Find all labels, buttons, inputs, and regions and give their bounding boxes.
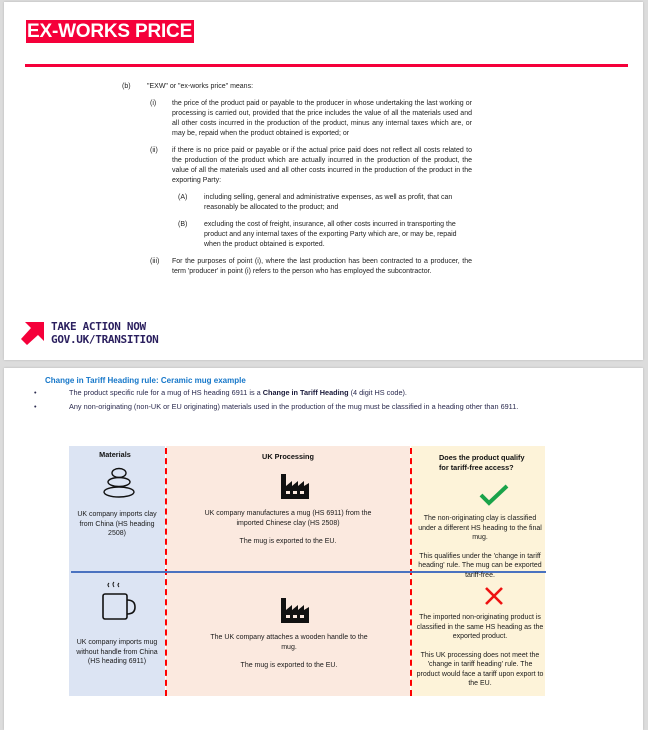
clause-text: if there is no price paid or payable or if the actual price paid does not reflect all costs related to the production of the product which are actually incurred in the production of the product, the value of all the materials used and all other costs incurred in the production of the product in the exporting Party:	[172, 147, 472, 184]
slide-ceramic-mug-example[interactable]	[4, 368, 643, 730]
processing-description: UK company manufactures a mug (HS 6911) from the imported Chinese clay (HS 2508)	[204, 510, 372, 527]
processing-text	[199, 509, 377, 547]
bullet-item	[30, 389, 550, 396]
check-icon	[479, 484, 509, 506]
bullet-text: (4 digit HS code).	[348, 388, 407, 397]
slide-ex-works-price[interactable]	[4, 2, 643, 360]
bullet-bold-text: Change in Tariff Heading	[262, 388, 349, 397]
processing-description: The UK company attaches a wooden handle to the mug.	[210, 634, 368, 651]
processing-text	[209, 633, 369, 671]
bullet-text: Any non-originating (non-UK or EU originating) materials used in the production of the mug must be classified in a heading other than 6911.	[69, 402, 519, 411]
clause-text: excluding the cost of freight, insurance, all other costs incurred in transporting the product and any internal taxes of the exporting Party which are, or may be, repaid when the product obtained is exported.	[204, 221, 457, 248]
clause-text: "EXW" or "ex-works price" means:	[147, 83, 254, 90]
legal-clause	[122, 146, 472, 186]
clause-number: (i)	[150, 100, 157, 107]
clause-number: (iii)	[150, 258, 160, 265]
header-materials: Materials	[99, 450, 131, 459]
result-text	[415, 514, 545, 580]
result-explanation: The imported non-originating product is classified in the same HS heading as the exported product.	[416, 614, 544, 640]
arrow-up-right-icon	[21, 321, 45, 345]
legal-clause	[122, 220, 472, 250]
clause-text: the price of the product paid or payable to the producer in whose undertaking the last working or processing is carried out, provided that the price includes the value of all the materials used and all other costs incurred in the production of the product, minus any internal taxes which are, or may be, repaid when the product obtained is exported; or	[172, 100, 472, 137]
cross-icon	[484, 586, 504, 606]
result-conclusion: This UK processing does not meet the 'change in tariff heading' rule. The product would face a tariff upon export to the EU.	[416, 651, 544, 687]
clause-text: For the purposes of point (i), where the last production has been contracted to a producer, the term 'producer' in point (i) refers to the person who has employed the subcontractor.	[172, 258, 472, 275]
legal-clause	[122, 82, 472, 92]
slide-title: EX-WORKS PRICE	[27, 21, 193, 42]
header-qualify: Does the product qualify for tariff-free access?	[439, 453, 525, 472]
legal-definition	[122, 82, 472, 284]
clause-text: including selling, general and administrative expenses, as well as profit, that can reasonably be allocated to the product; and	[204, 194, 453, 211]
legal-clause	[122, 99, 472, 139]
result-explanation: The non-originating clay is classified under a different HS heading to the final mug.	[418, 515, 542, 541]
mug-icon	[101, 581, 137, 625]
material-text: UK company imports mug without handle from China (HS heading 6911)	[76, 639, 158, 665]
brand-line-2: GOV.UK/TRANSITION	[51, 333, 159, 346]
legal-clause	[122, 257, 472, 277]
bullet-dot: •	[34, 402, 37, 411]
result-conclusion: This qualifies under the 'change in tariff heading' rule. The mug can be exported tariff-free.	[418, 552, 542, 579]
clause-number: (ii)	[150, 147, 158, 154]
slide-heading: Change in Tariff Heading rule: Ceramic mug example	[45, 376, 246, 385]
brand-line-1: TAKE ACTION NOW	[51, 320, 146, 333]
material-text: UK company imports clay from China (HS heading 2508)	[77, 511, 157, 537]
brand-text	[51, 320, 158, 346]
bullet-text: The product specific rule for a mug of HS heading 6911 is a	[69, 388, 263, 397]
factory-icon	[280, 596, 310, 624]
header-processing: UK Processing	[262, 452, 314, 461]
bullet-dot: •	[34, 388, 37, 397]
processing-export-note: The mug is exported to the EU.	[239, 538, 337, 545]
comparison-table	[69, 446, 545, 696]
take-action-logo	[21, 320, 158, 346]
bullet-list	[30, 389, 550, 417]
clause-number: (A)	[178, 194, 188, 201]
result-text	[415, 613, 545, 689]
factory-icon	[280, 472, 310, 500]
clause-number: (B)	[178, 221, 188, 228]
processing-export-note: The mug is exported to the EU.	[240, 662, 338, 669]
clay-stones-icon	[102, 467, 136, 499]
title-divider	[25, 64, 628, 67]
legal-clause	[122, 193, 472, 213]
bullet-item	[30, 403, 550, 410]
clause-number: (b)	[122, 83, 131, 90]
